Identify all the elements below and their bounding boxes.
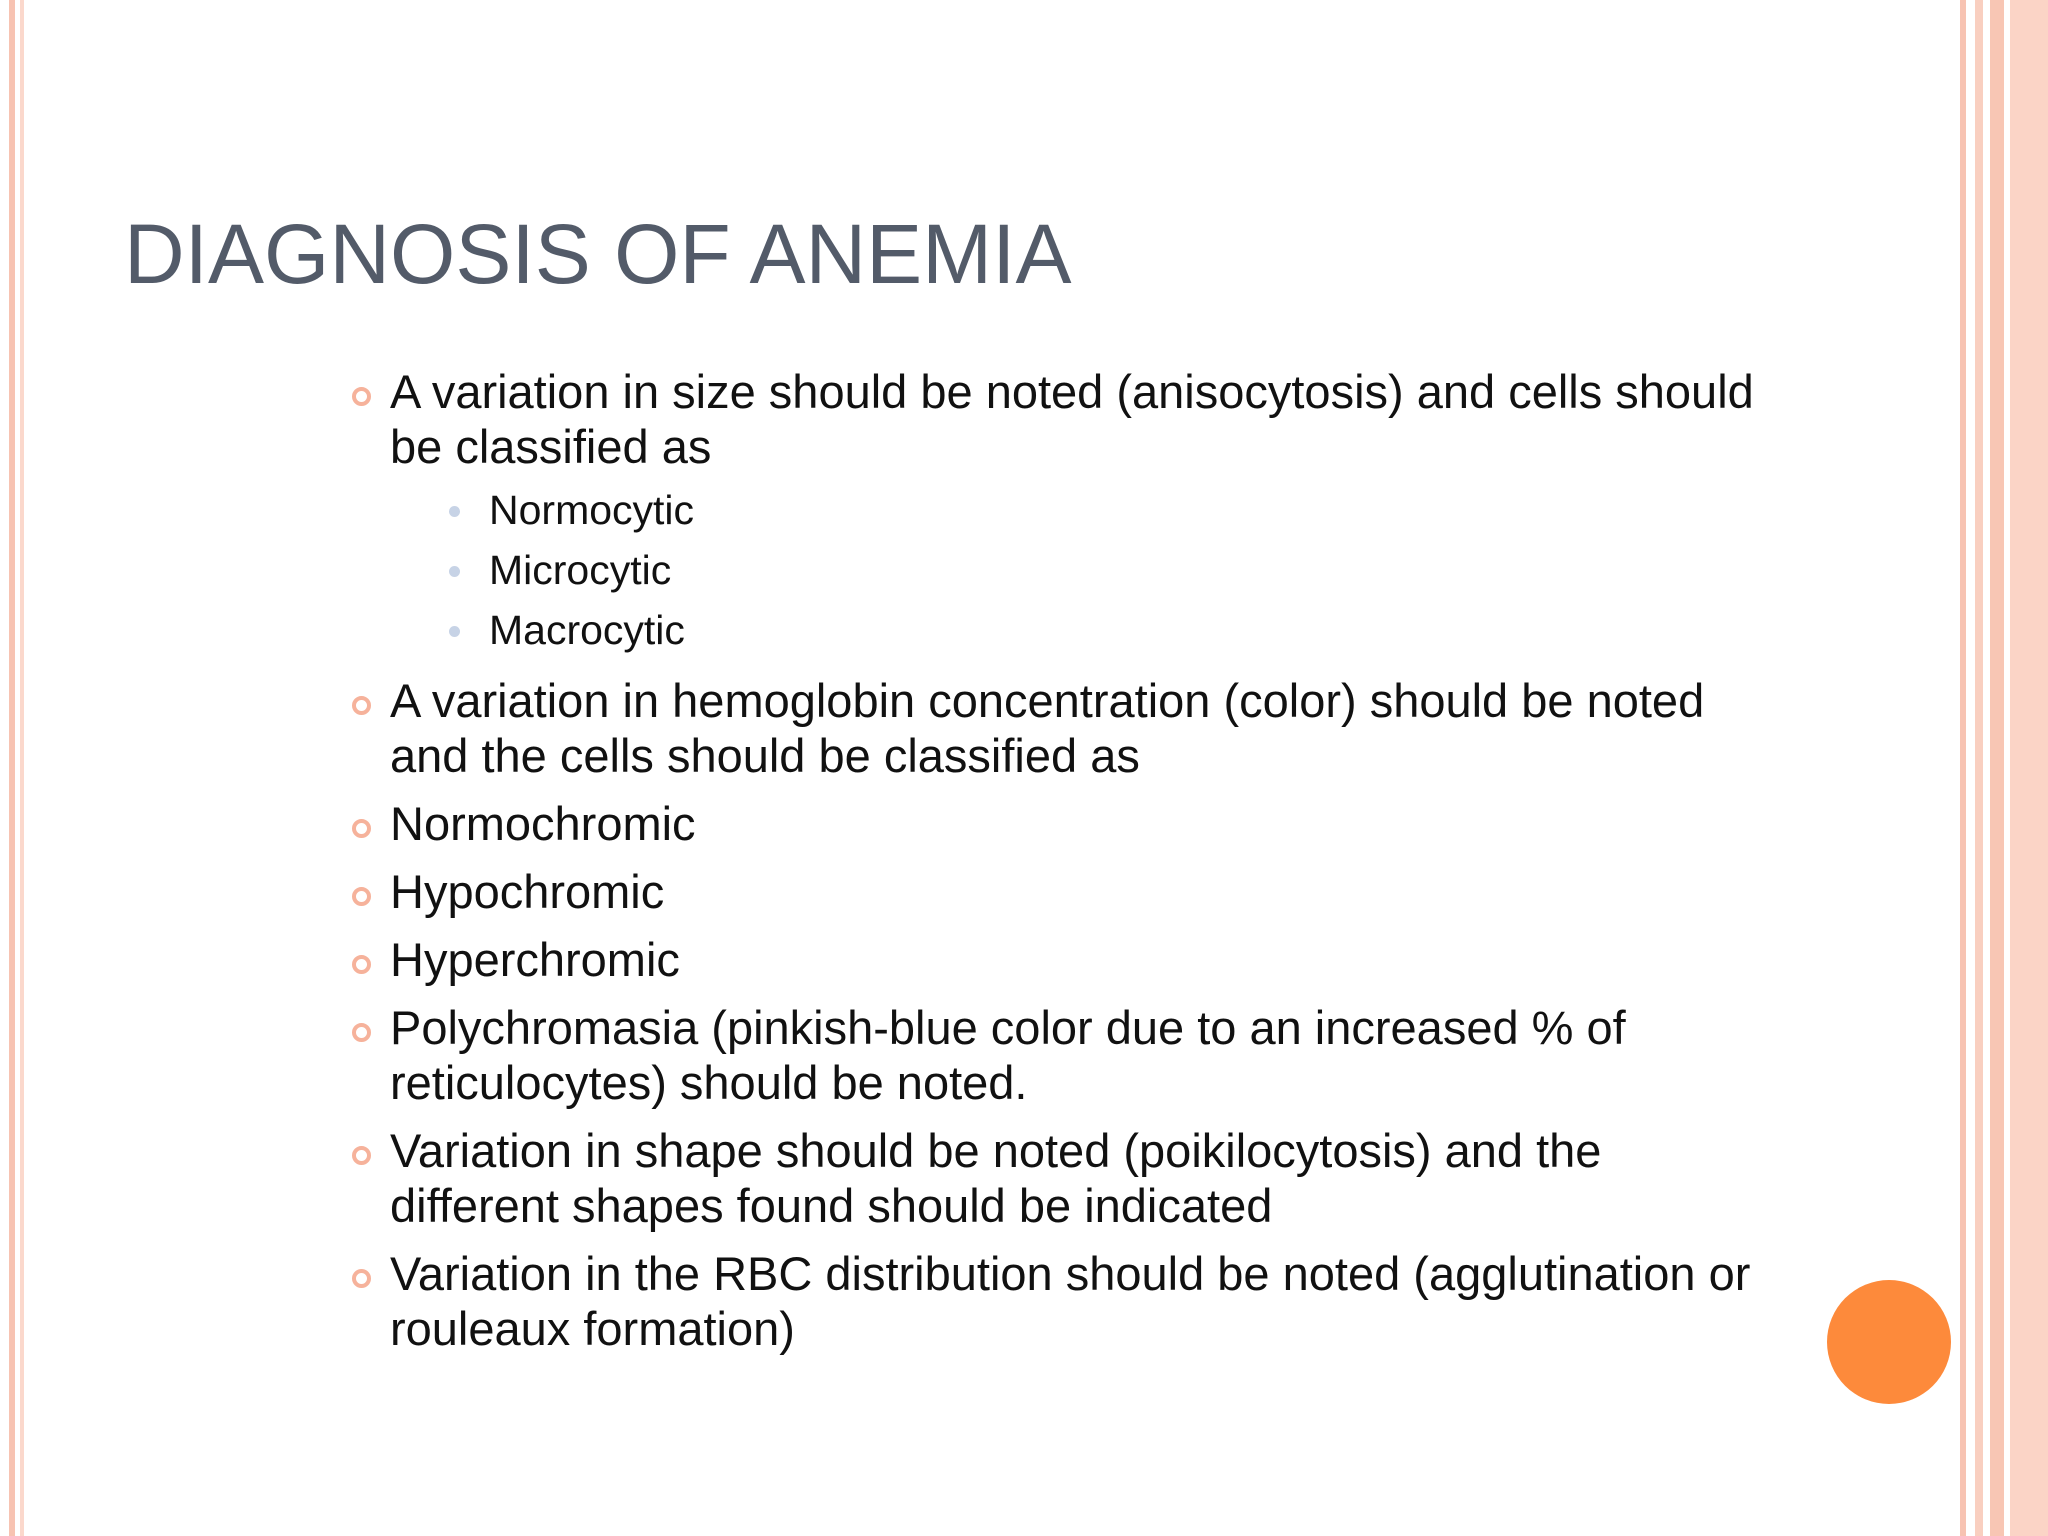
bullet-text: Variation in shape should be noted (poikilocytosis) and the different shapes found should be indicated bbox=[390, 1124, 1602, 1232]
sub-bullet-item bbox=[390, 600, 1772, 660]
sub-bullet-list bbox=[390, 480, 1772, 660]
bullet-text: A variation in size should be noted (anisocytosis) and cells should be classified as bbox=[390, 365, 1754, 473]
slide-title: DIAGNOSIS OF ANEMIA bbox=[124, 207, 1072, 301]
sub-bullet-text: Normocytic bbox=[489, 487, 695, 533]
sub-bullet-item bbox=[390, 540, 1772, 600]
bullet-item bbox=[352, 364, 1772, 660]
bullet-text: Polychromasia (pinkish-blue color due to an increased % of reticulocytes) should be noted. bbox=[390, 1001, 1626, 1109]
bullet-text: Hypochromic bbox=[390, 865, 665, 918]
bullet-text: Normochromic bbox=[390, 797, 696, 850]
sub-bullet-item bbox=[390, 480, 1772, 540]
bullet-text: Variation in the RBC distribution should be noted (agglutination or rouleaux formation) bbox=[390, 1247, 1751, 1355]
dot-bullet-icon bbox=[449, 506, 460, 517]
ring-bullet-icon bbox=[352, 1023, 371, 1042]
bullet-item bbox=[352, 1123, 1772, 1233]
sub-bullet-text: Microcytic bbox=[489, 547, 672, 593]
ring-bullet-icon bbox=[352, 887, 371, 906]
bullet-list bbox=[352, 364, 1772, 1369]
ring-bullet-icon bbox=[352, 1269, 371, 1288]
bullet-item bbox=[352, 864, 1772, 919]
ring-bullet-icon bbox=[352, 387, 371, 406]
bullet-item bbox=[352, 1000, 1772, 1110]
bullet-item bbox=[352, 932, 1772, 987]
right-stripe-2 bbox=[1975, 0, 1983, 1536]
ring-bullet-icon bbox=[352, 1146, 371, 1165]
left-stripe-outer bbox=[9, 0, 15, 1536]
dot-bullet-icon bbox=[449, 626, 460, 637]
bullet-text: A variation in hemoglobin concentration (color) should be noted and the cells should be classified as bbox=[390, 674, 1705, 782]
ring-bullet-icon bbox=[352, 955, 371, 974]
ring-bullet-icon bbox=[352, 819, 371, 838]
bullet-item bbox=[352, 1246, 1772, 1356]
bullet-item bbox=[352, 796, 1772, 851]
bullet-item bbox=[352, 673, 1772, 783]
bullet-text: Hyperchromic bbox=[390, 933, 680, 986]
right-stripe-3 bbox=[1990, 0, 2004, 1536]
sub-bullet-text: Macrocytic bbox=[489, 607, 685, 653]
right-stripe-1 bbox=[1960, 0, 1966, 1536]
ring-bullet-icon bbox=[352, 696, 371, 715]
dot-bullet-icon bbox=[449, 566, 460, 577]
right-stripe-4 bbox=[2010, 0, 2048, 1536]
accent-circle bbox=[1827, 1280, 1951, 1404]
left-stripe-inner bbox=[20, 0, 24, 1536]
